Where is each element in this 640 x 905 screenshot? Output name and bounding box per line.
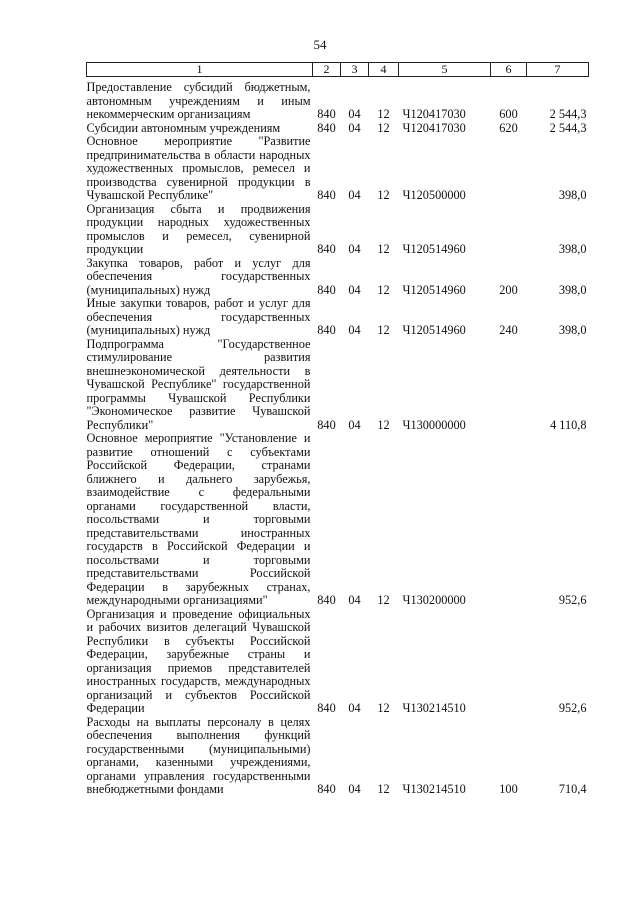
row-col-3: 04 — [348, 701, 361, 715]
row-col-5: Ч130200000 — [402, 593, 466, 607]
row-col-3: 04 — [348, 282, 361, 297]
row-col-3: 04 — [348, 593, 361, 607]
row-col-5: Ч120514960 — [402, 242, 466, 256]
row-col-6: 200 — [499, 282, 518, 297]
table-row — [87, 338, 589, 433]
row-col-6: 240 — [499, 323, 518, 337]
row-col-7: 952,6 — [558, 593, 587, 607]
row-col-4: 12 — [377, 120, 390, 135]
header-col-5: 5 — [399, 63, 491, 77]
header-col-1: 1 — [87, 63, 313, 77]
row-col-4: 12 — [377, 323, 390, 337]
row-col-2: 840 — [317, 782, 336, 796]
row-col-7: 398,0 — [558, 282, 587, 297]
row-col-4: 12 — [377, 417, 390, 432]
header-row — [87, 63, 589, 77]
row-col-7: 398,0 — [558, 323, 587, 337]
table-row — [87, 716, 589, 797]
row-name: Закупка товаров, работ и услуг для обеспечения государственных (муниципальных) нужд — [86, 255, 311, 297]
row-col-6 — [491, 135, 527, 203]
page-number: 54 — [313, 37, 327, 52]
row-col-6: 620 — [499, 120, 518, 135]
header-col-7: 7 — [527, 63, 589, 77]
row-col-7: 398,0 — [558, 242, 587, 256]
row-col-2: 840 — [317, 120, 336, 135]
row-col-5: Ч120417030 — [402, 120, 466, 135]
row-col-4: 12 — [377, 282, 390, 297]
row-col-7: 710,4 — [558, 782, 587, 796]
row-col-2: 840 — [317, 701, 336, 715]
row-name: Подпрограмма "Государственное стимулирование развития внешнеэкономической деятельности в Чувашской Республике" государственной программы Чувашской Республики "Экономическое развитие Чувашской Республики" — [86, 336, 311, 432]
row-col-7: 2 544,3 — [549, 107, 587, 121]
row-col-3: 04 — [348, 188, 361, 202]
table-row — [87, 608, 589, 716]
table-row — [87, 122, 589, 136]
budget-table — [86, 62, 589, 797]
row-col-5: Ч120514960 — [402, 323, 466, 337]
row-col-7: 398,0 — [558, 188, 587, 202]
row-col-3: 04 — [348, 782, 361, 796]
row-col-6 — [491, 608, 527, 716]
row-col-2: 840 — [317, 242, 336, 256]
row-col-6 — [491, 338, 527, 433]
row-col-4: 12 — [377, 701, 390, 715]
row-col-5: Ч120514960 — [402, 282, 466, 297]
row-name: Организация и проведение официальных и рабочих визитов делегаций Чувашской Республики в субъекты Российской Федерации, зарубежные страны и организация приемов представителей иностранных государств, международных организаций и субъектов Российской Федерации — [86, 606, 311, 715]
row-col-3: 04 — [348, 323, 361, 337]
header-col-3: 3 — [341, 63, 369, 77]
row-col-6: 600 — [499, 107, 518, 121]
row-col-7: 4 110,8 — [550, 417, 587, 432]
table-row — [87, 77, 589, 122]
row-col-5: Ч130214510 — [402, 782, 466, 796]
row-col-3: 04 — [348, 107, 361, 121]
row-name: Предоставление субсидий бюджетным, автономным учреждениям и иным некоммерческим организациям — [86, 80, 311, 121]
table-row — [87, 257, 589, 298]
table-row — [87, 135, 589, 203]
row-name: Основное мероприятие "Установление и развитие отношений с субъектами Российской Федерации, странами ближнего и дальнего зарубежья, взаимодействие с федеральными органами государственной власти, посольствами и торговыми представительствами иностранных государств в Российской Федерации и посольствами и торговыми представительствами Российской Федерации в зарубежных странах, международными организациями" — [86, 431, 311, 607]
row-col-2: 840 — [317, 188, 336, 202]
row-col-7: 2 544,3 — [549, 120, 587, 135]
table-row — [87, 203, 589, 257]
row-col-4: 12 — [377, 593, 390, 607]
row-col-6 — [491, 432, 527, 608]
row-col-5: Ч120500000 — [402, 188, 466, 202]
header-col-2: 2 — [313, 63, 341, 77]
row-col-4: 12 — [377, 782, 390, 796]
row-col-3: 04 — [348, 417, 361, 432]
row-name: Субсидии автономным учреждениям — [86, 120, 281, 135]
row-col-5: Ч130214510 — [402, 701, 466, 715]
row-col-7: 952,6 — [558, 701, 587, 715]
table-row — [87, 297, 589, 338]
row-col-3: 04 — [348, 242, 361, 256]
header-col-4: 4 — [369, 63, 399, 77]
row-col-4: 12 — [377, 107, 390, 121]
row-col-3: 04 — [348, 120, 361, 135]
row-col-2: 840 — [317, 417, 336, 432]
row-col-6: 100 — [499, 782, 518, 796]
row-col-2: 840 — [317, 107, 336, 121]
row-col-2: 840 — [317, 282, 336, 297]
row-col-4: 12 — [377, 188, 390, 202]
row-name: Расходы на выплаты персоналу в целях обеспечения выполнения функций государственными (муниципальными) органами, казенными учреждениями, органами управления государственными внебюджетными фондами — [86, 714, 311, 796]
row-name: Организация сбыта и продвижения продукции народных художественных промыслов и ремесел, сувенирной продукции — [86, 201, 311, 256]
row-col-5: Ч120417030 — [402, 107, 466, 121]
row-col-6 — [491, 203, 527, 257]
row-col-2: 840 — [317, 593, 336, 607]
header-col-6: 6 — [491, 63, 527, 77]
row-name: Иные закупки товаров, работ и услуг для обеспечения государственных (муниципальных) нужд — [86, 296, 311, 337]
table-row — [87, 432, 589, 608]
row-name: Основное мероприятие "Развитие предпринимательства в области народных художественных промыслов, ремесел и производства сувенирной продукции в Чувашской Республике" — [86, 134, 311, 202]
row-col-4: 12 — [377, 242, 390, 256]
row-col-2: 840 — [317, 323, 336, 337]
row-col-5: Ч130000000 — [402, 417, 466, 432]
